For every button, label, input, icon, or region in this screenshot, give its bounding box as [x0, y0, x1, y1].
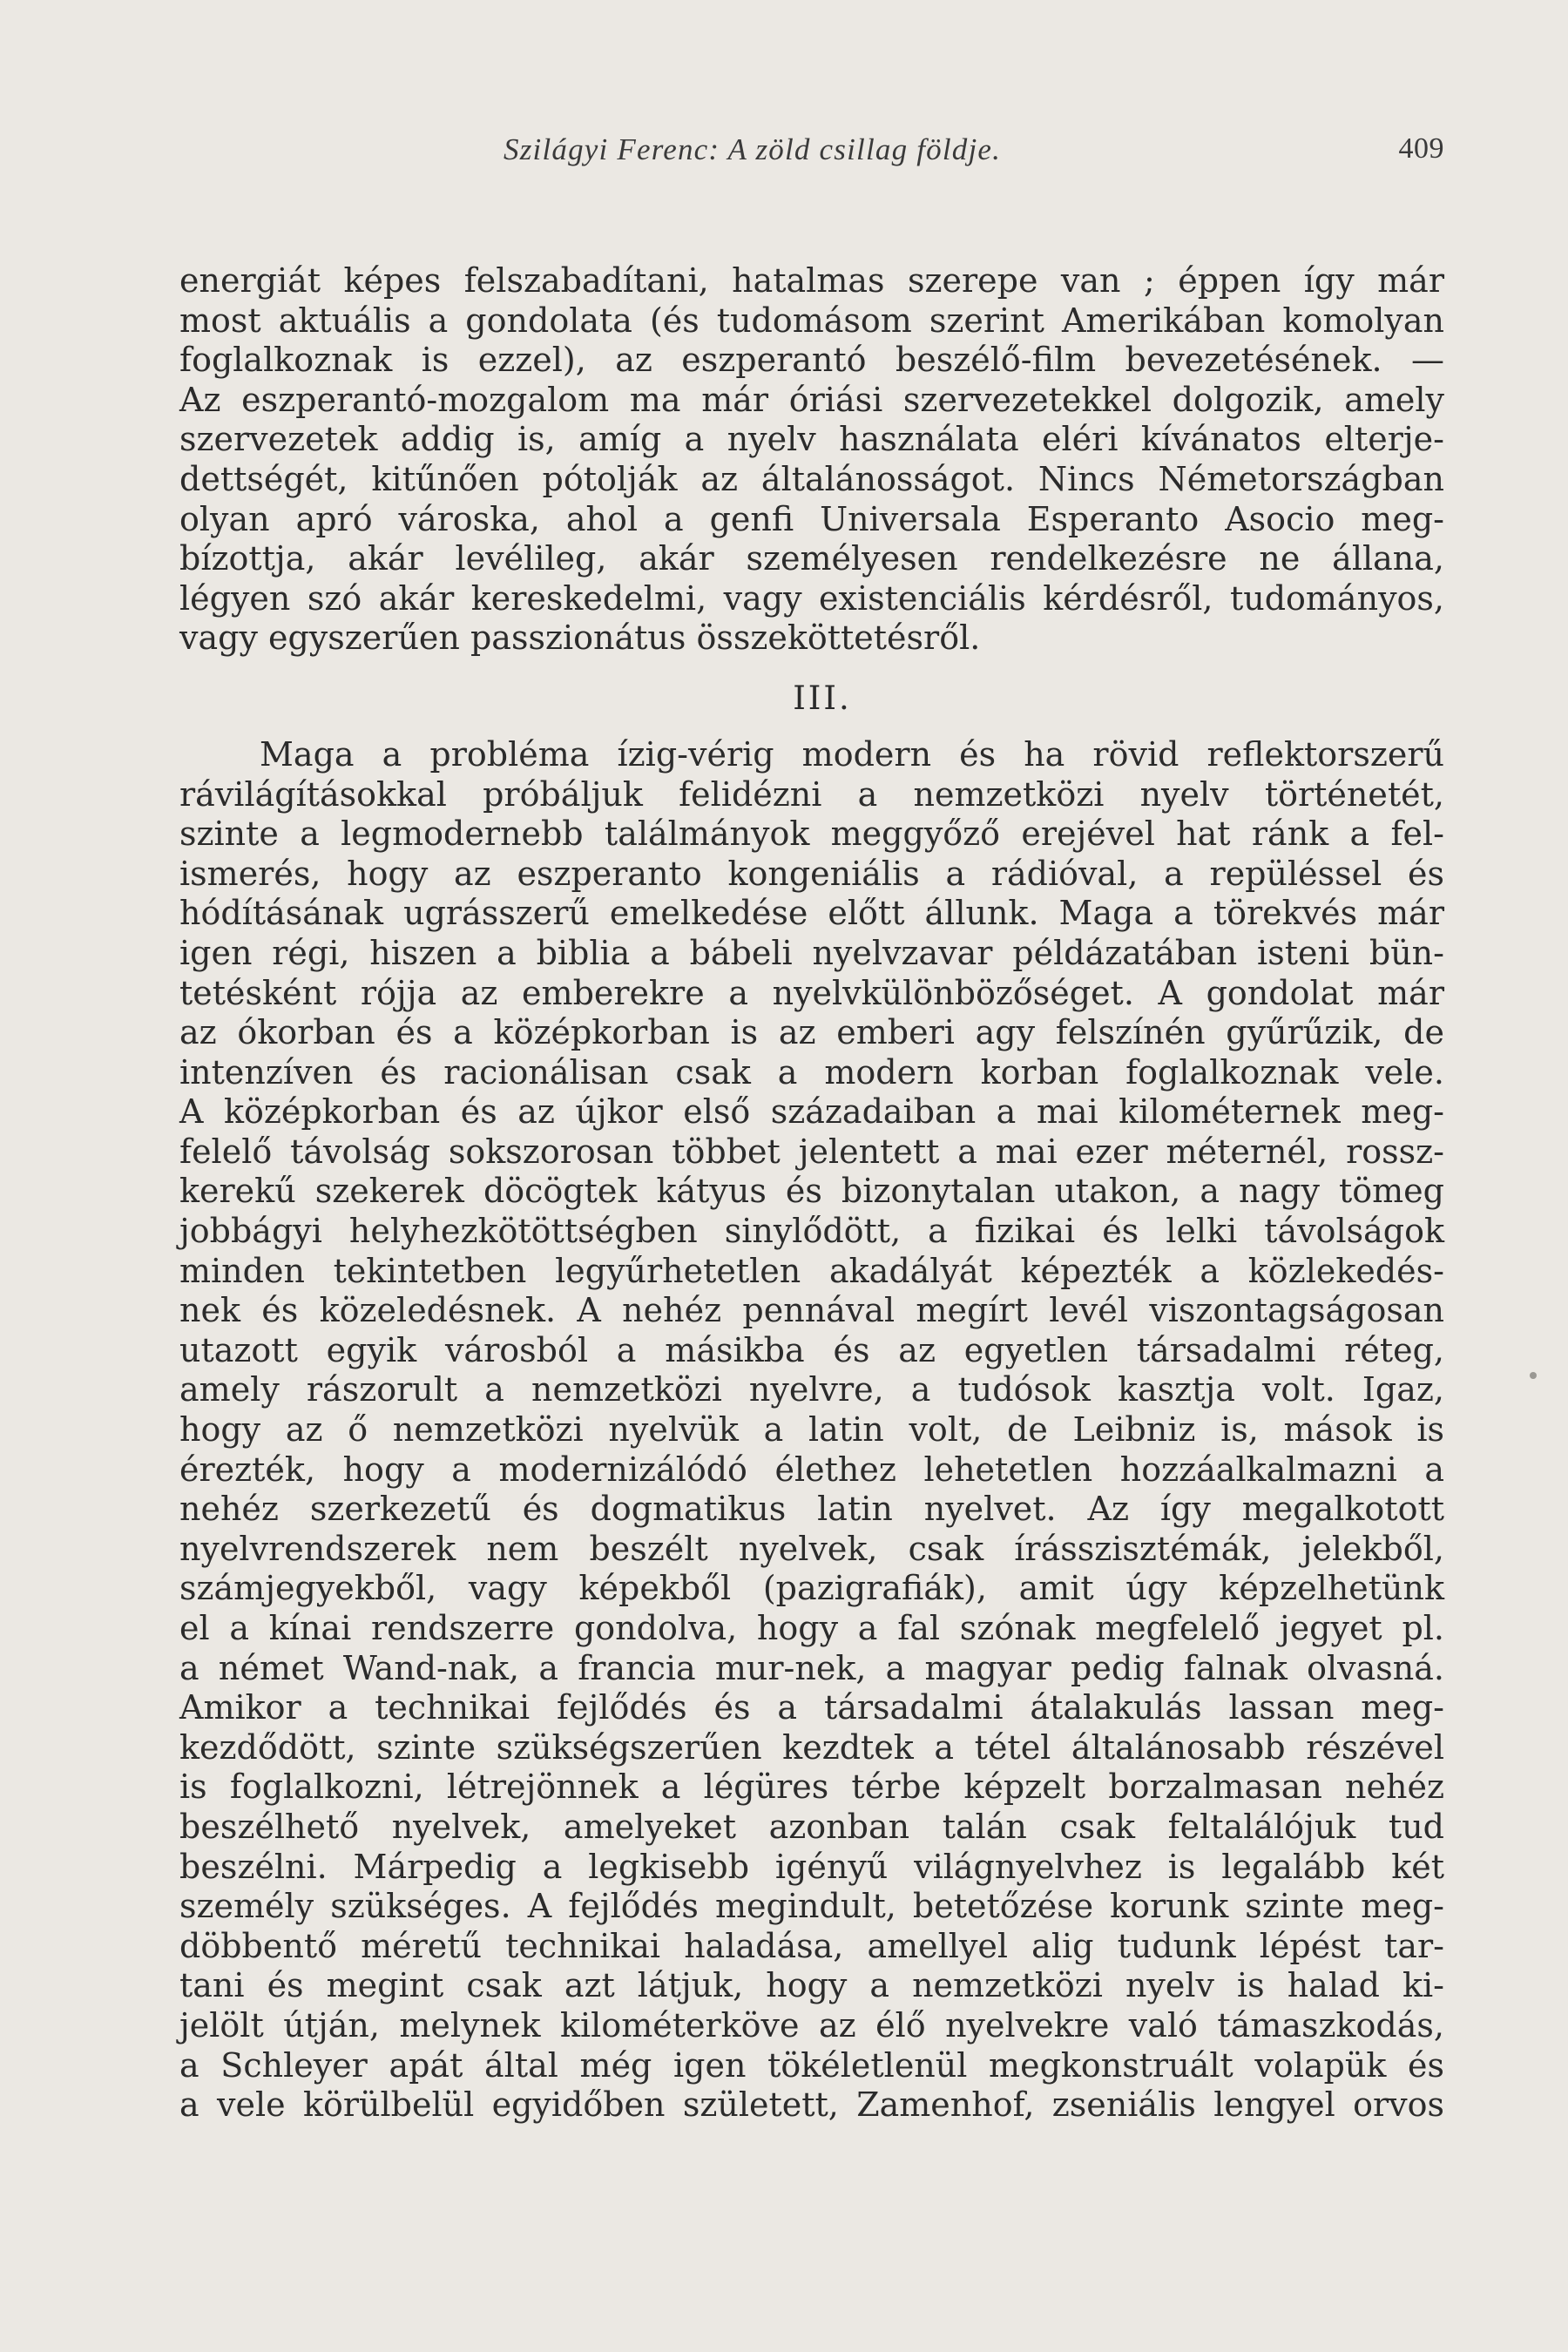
text-line: számjegyekből, vagy képekből (pazigrafiák), amit úgy képzelhetünk: [179, 1569, 1444, 1608]
text-line: személy szükséges. A fejlődés megindult, betetőzése korunk szinte meg-: [179, 1887, 1444, 1926]
running-head: [504, 132, 1444, 185]
text-line: dettségét, kitűnően pótolják az általánosságot. Nincs Németországban: [179, 459, 1444, 498]
text-line: intenzíven és racionálisan csak a modern korban foglalkoznak vele.: [179, 1052, 1444, 1092]
body-text: [179, 261, 1444, 2126]
text-line: érezték, hogy a modernizálódó élethez lehetetlen hozzáalkalmazni a: [179, 1450, 1444, 1489]
margin-speck: [1530, 1372, 1537, 1379]
text-line: az ókorban és a középkorban is az emberi agy felszínén gyűrűzik, de: [179, 1013, 1444, 1052]
text-line: nyelvrendszerek nem beszélt nyelvek, csak írásszisztémák, jelekből,: [179, 1529, 1444, 1568]
text-line: szinte a legmodernebb találmányok meggyőző erejével hat ránk a fel-: [179, 814, 1444, 854]
text-line: [179, 735, 1444, 775]
text-line: is foglalkozni, létrejönnek a légüres térbe képzelt borzalmasan nehéz: [179, 1767, 1444, 1807]
text-line: légyen szó akár kereskedelmi, vagy existenciális kérdésről, tudományos,: [179, 578, 1444, 618]
text-line: kezdődött, szinte szükségszerűen kezdtek a tétel általánosabb részével: [179, 1727, 1444, 1767]
text-line: vagy egyszerűen passzionátus összeköttetésről.: [179, 618, 981, 658]
text-line: foglalkoznak is ezzel), az eszperantó beszélő-film bevezetésének. —: [179, 341, 1444, 380]
text-line: jelölt útján, melynek kilométerköve az élő nyelvekre való támaszkodás,: [179, 2005, 1444, 2044]
text-line: most aktuális a gondolata (és tudomásom szerint Amerikában komolyan: [179, 301, 1444, 340]
text-line: utazott egyik városból a másikba és az egyetlen társadalmi réteg,: [179, 1330, 1444, 1369]
text-line: a német Wand-nak, a francia mur-nek, a magyar pedig falnak olvasná.: [179, 1648, 1444, 1687]
paragraph-1: [179, 261, 1444, 659]
text-line: nek és közeledésnek. A nehéz pennával megírt levél viszontagságosan: [179, 1291, 1444, 1330]
text-line: Amikor a technikai fejlődés és a társadalmi átalakulás lassan meg-: [179, 1688, 1444, 1727]
text-line: kerekű szekerek döcögtek kátyus és bizonytalan utakon, a nagy tömeg: [179, 1172, 1444, 1211]
text-line: beszélhető nyelvek, amelyeket azonban talán csak feltalálójuk tud: [179, 1807, 1444, 1846]
text-line: rávilágításokkal próbáljuk felidézni a nemzetközi nyelv történetét,: [179, 774, 1444, 814]
text-line: beszélni. Márpedig a legkisebb igényű világnyelvhez is legalább két: [179, 1847, 1444, 1886]
text-line: jobbágyi helyhezkötöttségben sinylődött, a fizikai és lelki távolságok: [179, 1212, 1444, 1251]
text-line: szervezetek addig is, amíg a nyelv használata eléri kívánatos elterje-: [179, 420, 1444, 459]
running-title: Szilágyi Ferenc: A zöld csillag földje.: [504, 132, 1002, 166]
section-heading: III.: [793, 679, 852, 717]
text-line: a vele körülbelül egyidőben született, Zamenhof, zseniális lengyel orvos: [179, 2085, 1444, 2125]
text-line: bízottja, akár levélileg, akár személyesen rendelkezésre ne állana,: [179, 539, 1444, 578]
text-line: tani és megint csak azt látjuk, hogy a nemzetközi nyelv is halad ki-: [179, 1966, 1444, 2005]
text-line: minden tekintetben legyűrhetetlen akadályát képezték a közlekedés-: [179, 1251, 1444, 1290]
text-line: hogy az ő nemzetközi nyelvük a latin volt, de Leibniz is, mások is: [179, 1410, 1444, 1450]
text-line: tetésként rójja az emberekre a nyelvkülönbözőséget. A gondolat már: [179, 973, 1444, 1012]
page-number: 409: [1398, 132, 1444, 165]
text-line: Az eszperantó-mozgalom ma már óriási szervezetekkel dolgozik, amely: [179, 380, 1444, 419]
text-line: ismerés, hogy az eszperanto kongeniális a rádióval, a repüléssel és: [179, 854, 1444, 893]
text-line: igen régi, hiszen a biblia a bábeli nyelvzavar példázatában isteni bün-: [179, 933, 1444, 972]
text-line: el a kínai rendszerre gondolva, hogy a fal szónak megfelelő jegyet pl.: [179, 1609, 1444, 1647]
text-line: felelő távolság sokszorosan többet jelentett a mai ezer méternél, rossz-: [179, 1132, 1444, 1171]
text-line-content: Maga a probléma ízig-vérig modern és ha rövid reflektorszerű: [260, 734, 1444, 774]
text-line: döbbentő méretű technikai haladása, amellyel alig tudunk lépést tar-: [179, 1926, 1444, 1965]
text-line: nehéz szerkezetű és dogmatikus latin nyelvet. Az így megalkotott: [179, 1490, 1444, 1529]
text-line: hódításának ugrásszerű emelkedése előtt állunk. Maga a törekvés már: [179, 894, 1444, 933]
text-line: A középkorban és az újkor első századaiban a mai kilométernek meg-: [179, 1092, 1444, 1132]
text-line: a Schleyer apát által még igen tökéletlenül megkonstruált volapük és: [179, 2045, 1444, 2085]
text-line: energiát képes felszabadítani, hatalmas szerepe van ; éppen így már: [179, 261, 1444, 300]
paragraph-2: [179, 735, 1444, 2126]
text-line: olyan apró városka, ahol a genfi Universala Esperanto Asocio meg-: [179, 499, 1444, 538]
text-line: amely rászorult a nemzetközi nyelvre, a tudósok kasztja volt. Igaz,: [179, 1370, 1444, 1409]
